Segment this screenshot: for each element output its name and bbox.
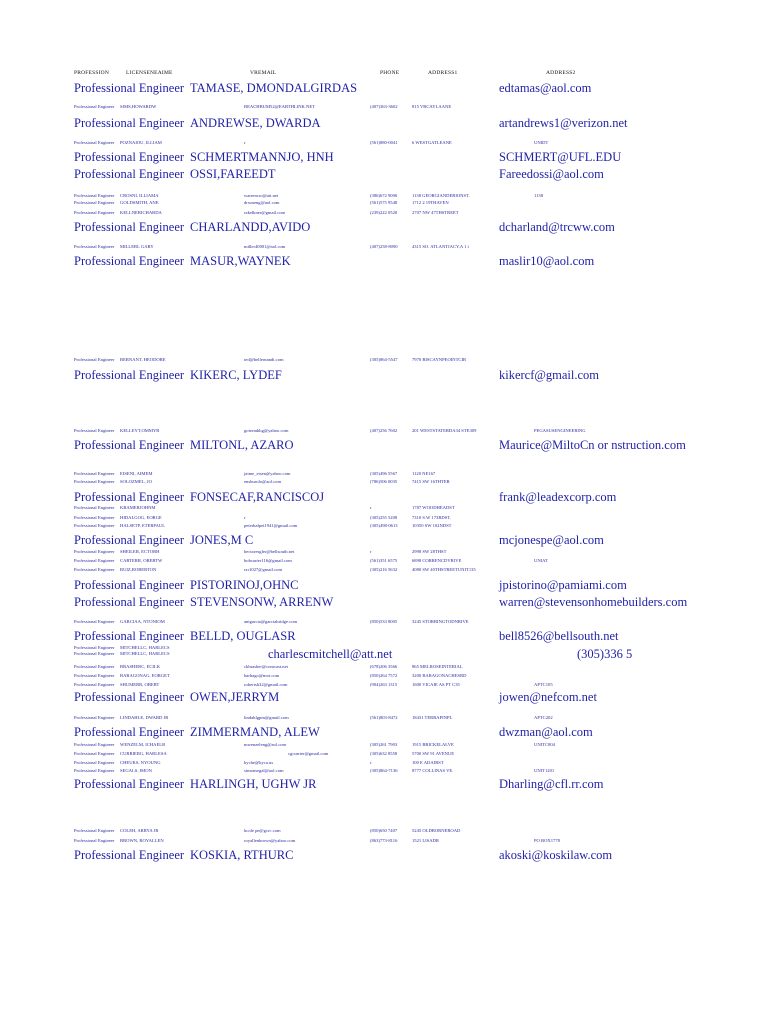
- email-cell: gotermkhg@yahoo.com: [244, 428, 289, 433]
- profession-cell: Professional Engineer: [74, 471, 115, 476]
- email-cell: edtamas@aol.com: [499, 81, 592, 95]
- email-cell: frank@leadexcorp.com: [499, 490, 617, 504]
- engineer-row-small: [74, 514, 634, 522]
- email-cell: ted@hellernandt.com: [244, 357, 284, 362]
- engineer-row-small: [74, 470, 634, 478]
- name-cell: MITCHELLC, HARLECS: [120, 651, 170, 656]
- engineer-row-small: [74, 837, 634, 845]
- email-cell: jaime_eisen@yahoo.com: [244, 471, 291, 476]
- name-cell: CARTERR, OBERTW: [120, 558, 163, 563]
- phone-cell: (386)672 9006: [370, 193, 398, 198]
- name-cell: SCHMERTMANNJO, HNH: [190, 150, 334, 164]
- engineer-row-small: [74, 663, 634, 671]
- profession-cell: Professional Engineer: [74, 848, 185, 862]
- header-email: VREMAIL: [250, 70, 277, 76]
- engineer-row-small: [74, 681, 634, 689]
- profession-cell: Professional Engineer: [74, 479, 115, 484]
- address1-cell: 1915 BRICKELALVE: [412, 742, 454, 747]
- phone-cell: (561)575 9548: [370, 200, 398, 205]
- name-cell: SHUMERR, OBERT: [120, 682, 160, 687]
- email-cell: kyche@kyca.us: [244, 760, 274, 765]
- header-profession: PROFESSION: [74, 70, 110, 76]
- name-cell: TAMASE, DMONDALGIRDAS: [190, 81, 358, 95]
- profession-cell: Professional Engineer: [74, 838, 115, 843]
- email-cell: warrencro@att.net: [244, 193, 279, 198]
- profession-cell: Professional Engineer: [74, 645, 115, 650]
- name-cell: HARLINGH, UGHW JR: [190, 777, 317, 791]
- phone-cell: (850)650 7407: [370, 828, 398, 833]
- profession-cell: Professional Engineer: [74, 595, 185, 609]
- phone-cell: (305)496 5567: [370, 471, 398, 476]
- profession-cell: Professional Engineer: [74, 438, 185, 452]
- profession-cell: Professional Engineer: [74, 244, 115, 249]
- address1-cell: 7415 SW 16THTER: [412, 479, 450, 484]
- engineer-row-small: [74, 522, 634, 530]
- engineer-row-small: [74, 618, 634, 626]
- address1-cell: 865 MELROSEINTERIAL: [412, 664, 463, 669]
- engineer-row: [74, 437, 686, 453]
- address1-cell: 1521 LISADR: [412, 838, 439, 843]
- profession-cell: Professional Engineer: [74, 200, 115, 205]
- phone-cell: r: [370, 505, 372, 510]
- address1-cell: 2998 SW 28THST: [412, 549, 447, 554]
- address1-cell: 1600 VICAIE AS PT C35: [412, 682, 460, 687]
- name-cell: BROWN, ROYALLEN: [120, 838, 164, 843]
- email-cell: warren@stevensonhomebuilders.com: [499, 595, 688, 609]
- email-cell: mcjonespe@aol.com: [499, 533, 604, 547]
- profession-cell: Professional Engineer: [74, 768, 115, 773]
- name-cell: PISTORINOJ,OHNC: [190, 578, 299, 592]
- email-cell: royallenbrown@yahoo.com: [244, 838, 296, 843]
- phone-cell: r: [370, 760, 372, 765]
- phone-cell: (305)255 5208: [370, 515, 398, 520]
- name-cell: BARAGONAG, EORGET: [120, 673, 170, 678]
- email-cell: simonsegal@aol.com: [244, 768, 284, 773]
- email-cell: maslir10@aol.com: [499, 254, 595, 268]
- name-cell: COLEH, ARRYA JR: [120, 828, 159, 833]
- name-cell: EISENI, AIMEM: [120, 471, 153, 476]
- profession-cell: Professional Engineer: [74, 533, 185, 547]
- engineer-row-small: [74, 478, 634, 486]
- name-cell: POZNAIOU, ILLIAM: [120, 140, 162, 145]
- profession-cell: Professional Engineer: [74, 104, 115, 109]
- engineer-row-small: [74, 714, 634, 722]
- engineer-row: [74, 253, 634, 269]
- address1-cell: 6898 CORRENCDVRIVE: [412, 558, 462, 563]
- profession-cell: Professional Engineer: [74, 558, 115, 563]
- engineer-row-small: [74, 672, 634, 680]
- profession-cell: Professional Engineer: [74, 682, 115, 687]
- name-cell: MILLERL GARY: [120, 244, 154, 249]
- profession-cell: Professional Engineer: [74, 690, 185, 704]
- phone-cell: r: [370, 549, 372, 554]
- engineer-row-small: [74, 427, 634, 435]
- profession-cell: Professional Engineer: [74, 725, 185, 739]
- name-cell: SEGALS, IMON: [120, 768, 152, 773]
- mitchell-large-row: [74, 646, 634, 662]
- address1-cell: 5245 OLDBORNEROAD: [412, 828, 461, 833]
- header-address2: ADDRESS2: [546, 70, 576, 76]
- phone-cell: (561)803-8472: [370, 715, 398, 720]
- profession-cell: Professional Engineer: [74, 490, 185, 504]
- profession-cell: Professional Engineer: [74, 368, 185, 382]
- name-cell: OSSI,FAREEDT: [190, 167, 276, 181]
- phone-cell: (305)261 7903: [370, 742, 398, 747]
- name-cell: HIDALGOG, EORGE: [120, 515, 162, 520]
- name-cell: ZIMMERMAND, ALEW: [190, 725, 320, 739]
- engineer-row-small: [74, 243, 634, 251]
- name-cell: OWEN,JERRYM: [190, 690, 280, 704]
- profession-cell: Professional Engineer: [74, 828, 115, 833]
- phone-cell: (850)264 7572: [370, 673, 398, 678]
- email-cell: r: [244, 515, 246, 520]
- profession-cell: Professional Engineer: [74, 777, 185, 791]
- address1-cell: 815 VRCAYLAANE: [412, 104, 452, 109]
- engineer-row: [74, 847, 634, 863]
- engineer-row-small: [74, 103, 634, 111]
- engineer-row-small: [74, 209, 634, 217]
- phone-cell: (305)498-0613: [370, 523, 398, 528]
- engineer-row-small: [74, 504, 634, 512]
- profession-cell: Professional Engineer: [74, 167, 185, 181]
- profession-cell: Professional Engineer: [74, 220, 185, 234]
- name-cell: KIKERC, LYDEF: [190, 368, 282, 382]
- email-cell: jowen@nefcom.net: [499, 690, 597, 704]
- email-cell: antgarcia@garciabridge.com: [244, 619, 298, 624]
- phone-cell: (305)864-7136: [370, 768, 398, 773]
- address2-cell: PO BOX1778: [534, 838, 560, 843]
- engineer-row: [74, 367, 634, 383]
- name-cell: GOLDSMITH, ANE: [120, 200, 159, 205]
- profession-cell: Professional Engineer: [74, 619, 115, 624]
- name-cell: KRAMERJOHNM: [120, 505, 156, 510]
- phone-cell: (561)880-0041: [370, 140, 398, 145]
- phone-cell: (561)351 6575: [370, 558, 398, 563]
- engineer-row-small: [74, 557, 634, 565]
- engineer-row-small: [74, 548, 634, 556]
- header-phone: PHONE: [380, 70, 400, 76]
- header-license: LICENSENEAIME: [126, 70, 173, 76]
- name-cell: WENZELM, ICHAELR: [120, 742, 166, 747]
- profession-cell: Professional Engineer: [74, 505, 115, 510]
- engineer-row: [74, 776, 634, 792]
- email-cell: artandrews1@verizon.net: [499, 116, 628, 130]
- profession-cell: Professional Engineer: [74, 664, 115, 669]
- address2-cell: APTC202: [534, 715, 553, 720]
- email-cell: rzr1027@gmail.com: [244, 567, 283, 572]
- email-cell: rakelkner@gmail.com: [244, 210, 286, 215]
- address1-cell: 7970 BISCAYNPEOINTCIR: [412, 357, 467, 362]
- phone-cell: (863)773-8116: [370, 838, 398, 843]
- phone-cell: (407)256 7602: [370, 428, 398, 433]
- address2-cell: UNITC804: [534, 742, 555, 747]
- profession-cell: Professional Engineer: [74, 81, 185, 95]
- phone-cell: (678)206 3566: [370, 664, 398, 669]
- engineer-row: [74, 149, 634, 165]
- email-cell: ckbrasher@comcast.net: [244, 664, 288, 669]
- email-cell: SCHMERT@UFL.EDU: [499, 150, 622, 164]
- profession-cell: Professional Engineer: [74, 357, 115, 362]
- phone-cell: (305)336 5: [577, 647, 633, 661]
- email-cell: jpistorino@pamiami.com: [499, 578, 627, 592]
- address2-cell: UNIT1201: [534, 768, 555, 773]
- phone-cell: (305)864-5547: [370, 357, 398, 362]
- address1-cell: 3245 STORRINGTODNRIVE: [412, 619, 469, 624]
- engineer-row: [74, 115, 634, 131]
- name-cell: SHEILER, ECTORH: [120, 549, 160, 554]
- phone-cell: (904)263 1315: [370, 682, 398, 687]
- email-cell: drsoaeng@aol.com: [244, 200, 280, 205]
- address2-cell: UNIAT: [534, 558, 548, 563]
- profession-cell: Professional Engineer: [74, 150, 185, 164]
- engineer-row: [74, 489, 634, 505]
- phone-cell: (850)533 8005: [370, 619, 398, 624]
- address1-cell: 1138 GEORGIANDERIONST.: [412, 193, 470, 198]
- phone-cell: (786)506 0035: [370, 479, 398, 484]
- profession-cell: Professional Engineer: [74, 760, 115, 765]
- engineer-row: [74, 628, 634, 644]
- address1-cell: 201 WESTSTATERDA34 STE309: [412, 428, 477, 433]
- name-cell: CURRIERG, HARLESA: [120, 751, 167, 756]
- name-cell: HALSETP, ETERPAUL: [120, 523, 166, 528]
- name-cell: RUIZ,ROBERTON: [120, 567, 157, 572]
- address1-cell: 100 E ADAIRST: [412, 760, 444, 765]
- email-cell: BEACHBUM52@EARTHLINK.NET: [244, 104, 315, 109]
- engineer-row-small: [74, 759, 634, 767]
- profession-cell: Professional Engineer: [74, 651, 115, 656]
- name-cell: LINDAHLE, DWARD JR: [120, 715, 169, 720]
- address1-cell: 18431 TERRAPINPL: [412, 715, 453, 720]
- email-cell: Fareedossi@aol.com: [499, 167, 604, 181]
- profession-cell: Professional Engineer: [74, 549, 115, 554]
- email-cell: Maurice@MiltoCn or nstruction.com: [499, 438, 686, 452]
- engineer-row-small: [74, 356, 634, 364]
- email-cell: dwzman@aol.com: [499, 725, 593, 739]
- email-cell: charlescmitchell@att.net: [268, 647, 393, 661]
- engineer-row-small: [74, 741, 634, 749]
- email-cell: r: [244, 140, 246, 145]
- profession-cell: Professional Engineer: [74, 515, 115, 520]
- engineer-row: [74, 724, 634, 740]
- name-cell: SOLOZMEL, JO: [120, 479, 152, 484]
- profession-cell: Professional Engineer: [74, 254, 185, 268]
- address1-cell: 6 WESTGATLEANE: [412, 140, 452, 145]
- phone-cell: (305)632 8558: [370, 751, 398, 756]
- profession-cell: Professional Engineer: [74, 673, 115, 678]
- name-cell: CHEUKS, NYOUNG: [120, 760, 161, 765]
- engineer-row-small: [74, 566, 634, 574]
- engineer-row: [74, 577, 634, 593]
- name-cell: KELLEYT,OMMYR: [120, 428, 160, 433]
- address1-cell: 4315 SO. ATLANTIACY,A 1 i: [412, 244, 469, 249]
- address1-cell: 1712 2 19THAVEN: [412, 200, 449, 205]
- email-cell: cgcurrier@gmail.com: [288, 751, 329, 756]
- email-cell: lindahlgpm@gmail.com: [244, 715, 289, 720]
- name-cell: KOSKIA, RTHURC: [190, 848, 294, 862]
- engineer-row-small: [74, 827, 634, 835]
- profession-cell: Professional Engineer: [74, 140, 115, 145]
- email-cell: mwenzeleng@aol.com: [244, 742, 287, 747]
- phone-cell: (239)222 0520: [370, 210, 398, 215]
- name-cell: BERNANT, HEODORE: [120, 357, 166, 362]
- email-cell: hcole pe@gcrc.com: [244, 828, 281, 833]
- email-cell: kikercf@gmail.com: [499, 368, 600, 382]
- address1-cell: 1120 NE167: [412, 471, 436, 476]
- header-address1: ADDRESS1: [428, 70, 458, 76]
- address2-cell: APTC105: [534, 682, 553, 687]
- name-cell: STEVENSONW, ARRENW: [190, 595, 334, 609]
- name-cell: FONSECAF,RANCISCOJ: [190, 490, 325, 504]
- address1-cell: 3200 BARAGONACHESRD: [412, 673, 467, 678]
- address2-cell: UNIDT: [534, 140, 549, 145]
- currier-email-row: [74, 750, 634, 758]
- profession-cell: Professional Engineer: [74, 193, 115, 198]
- name-cell: MILTONL, AZARO: [190, 438, 294, 452]
- name-cell: BRASHERC, ECILK: [120, 664, 161, 669]
- engineer-row: [74, 80, 634, 96]
- address1-cell: 10350 SW 102NDST: [412, 523, 452, 528]
- email-cell: hectoresgler@bellsouth.net: [244, 549, 295, 554]
- name-cell: CHARLANDD,AVIDO: [190, 220, 311, 234]
- email-cell: dcharland@trcww.com: [499, 220, 615, 234]
- name-cell: ANDREWSE, DWARDA: [190, 116, 321, 130]
- profession-cell: Professional Engineer: [74, 715, 115, 720]
- email-cell: akoski@koskilaw.com: [499, 848, 613, 862]
- address1-cell: 2707 NW 47THSTREET: [412, 210, 459, 215]
- email-cell: bobcarter116@gmail.com: [244, 558, 292, 563]
- profession-cell: Professional Engineer: [74, 567, 115, 572]
- address1-cell: 7310 S.W 173RDST.: [412, 515, 451, 520]
- email-cell: Dharling@cfl.rr.com: [499, 777, 604, 791]
- address2-cell: 1138: [534, 193, 544, 198]
- address1-cell: 8777 COLLINAS VE.: [412, 768, 454, 773]
- profession-cell: Professional Engineer: [74, 751, 115, 756]
- address2-cell: PEGASUSENGINEERING: [534, 428, 586, 433]
- engineer-row-small: [74, 199, 634, 207]
- address1-cell: 1787 WOODHEADST: [412, 505, 455, 510]
- engineer-row-small: [74, 139, 634, 147]
- address1-cell: 5700 SW 91 AVENUE: [412, 751, 455, 756]
- profession-cell: Professional Engineer: [74, 210, 115, 215]
- name-cell: BELLD, OUGLASR: [190, 629, 296, 643]
- name-cell: MITCHELLC, HARLECS: [120, 645, 170, 650]
- profession-cell: Professional Engineer: [74, 428, 115, 433]
- engineer-row: [74, 532, 634, 548]
- profession-cell: Professional Engineer: [74, 523, 115, 528]
- profession-cell: Professional Engineer: [74, 578, 185, 592]
- name-cell: KELLNERICHARDA: [120, 210, 162, 215]
- engineer-row: [74, 166, 634, 182]
- email-cell: peterhalpet1941@gmail.com: [244, 523, 298, 528]
- email-cell: barbago@mot.com: [244, 673, 280, 678]
- email-cell: bell8526@bellsouth.net: [499, 629, 619, 643]
- name-cell: MASUR,WAYNEK: [190, 254, 291, 268]
- phone-cell: (407)363-3602: [370, 104, 398, 109]
- name-cell: JONES,M C: [190, 533, 254, 547]
- engineer-row: [74, 219, 634, 235]
- profession-cell: Professional Engineer: [74, 629, 185, 643]
- phone-cell: (305)216 5632: [370, 567, 398, 572]
- email-cell: ensburolo@aol.com: [244, 479, 282, 484]
- engineer-row: [74, 594, 688, 610]
- name-cell: CROSNI, ILLIAMA: [120, 193, 159, 198]
- profession-cell: Professional Engineer: [74, 742, 115, 747]
- email-cell: miller40001@aol.com: [244, 244, 286, 249]
- address1-cell: 4080 SW 40THSTREETUNIT135: [412, 567, 476, 572]
- profession-cell: Professional Engineer: [74, 116, 185, 130]
- engineer-row: [74, 689, 634, 705]
- name-cell: SIMS,HOWARDW: [120, 104, 157, 109]
- engineer-row-small: [74, 767, 634, 775]
- email-cell: robertsh32@gmail.com: [244, 682, 288, 687]
- name-cell: GARCIAA, NTONIOM: [120, 619, 165, 624]
- phone-cell: (407)258-8090: [370, 244, 398, 249]
